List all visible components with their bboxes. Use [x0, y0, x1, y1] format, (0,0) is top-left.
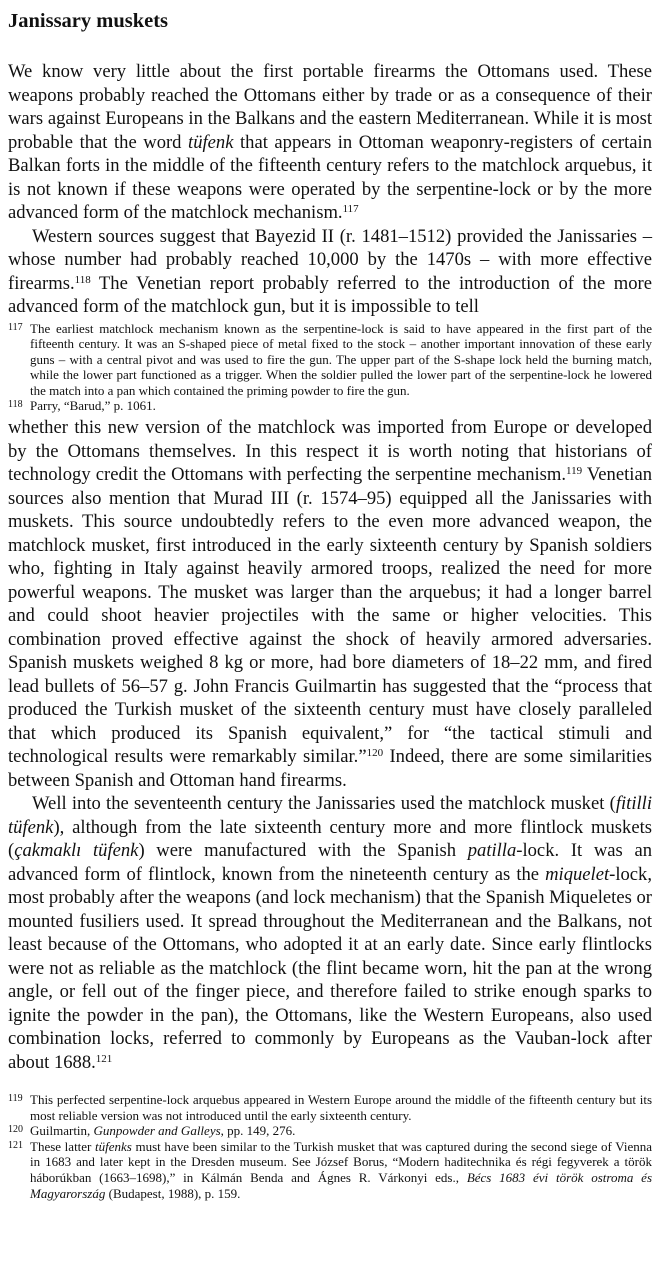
footnotes-bottom — [8, 1092, 652, 1201]
footnote-number: 120 — [8, 1124, 23, 1136]
p2-text-2: The Venetian report probably referred to the introduction of the more advanced form of the matchlock gun, but it is impossible to tell — [8, 272, 652, 317]
footnote-ref-120: 120 — [366, 747, 384, 760]
p4-text-a: Well into the seventeenth century the Janissaries used the matchlock musket ( — [32, 793, 616, 815]
footnote-ref-119: 119 — [566, 465, 583, 478]
footnote-number: 118 — [8, 399, 23, 411]
p4-italic-3: patilla — [467, 840, 517, 862]
p1-text-2: that appears in Ottoman weaponry-registers of certain Balkan forts in the middle of the fifteenth century refers to the matchlock arquebus, it is not known if these weapons were operated by the serpentine-lock or by the more advanced form of the matchlock mechanism. — [8, 131, 652, 223]
fn121-italic-1: tüfenks — [95, 1138, 132, 1154]
fn120-text-a: Guilmartin, — [30, 1123, 94, 1139]
fn121-text-b: must have been similar to the Turkish musket that was captured during the second siege of Vienna in 1683 and later kept in the Dresden museum. See József Borus, “Modern haditechnika és régi fegyverek a török háborúkban (1663–1698),” in Kálmán Benda and Ágnes R. Várkonyi eds., — [30, 1138, 652, 1186]
footnote-ref-117: 117 — [342, 203, 359, 215]
footnote-text: This perfected serpentine-lock arquebus appeared in Western Europe around the middle of the fifteenth century but its most reliable version was not introduced until the early sixteenth century. — [30, 1092, 652, 1123]
fn121-text-c: (Budapest, 1988), p. 159. — [105, 1185, 241, 1201]
footnote-119 — [8, 1092, 652, 1123]
section-title: Janissary muskets — [8, 10, 169, 32]
paragraph-3 — [8, 416, 652, 792]
p4-italic-1: fitilli tüfenk — [8, 793, 652, 838]
fn120-text-b: , pp. 149, 276. — [220, 1123, 296, 1139]
p4-text-c: ) were manufactured with the Spanish — [138, 840, 468, 862]
p4-text-d: -lock. It was an advanced form of flintlock, known from the nineteenth century as the — [8, 840, 653, 885]
p1-text: We know very little about the first portable firearms the Ottomans used. These weapons probably reached the Ottomans either by trade or as a consequence of their wars against Europeans in the Balkans and the eastern Mediterranean. While it is most probable that the word — [8, 61, 652, 153]
footnote-ref-118: 118 — [74, 273, 91, 286]
paragraph-4 — [8, 792, 652, 1074]
footnote-118 — [8, 398, 652, 414]
fn120-italic-title: Gunpowder and Galleys — [93, 1123, 221, 1139]
p4-text-e: -lock, most probably after the weapons (and lock mechanism) that the Spanish Miqueletes or mounted fusiliers used. It spread throughout the Mediterranean and the Balkans, not least because of the Ottomans, who adopted it at an early date. Since early flintlocks were not as reliable as the matchlock (the flint became worn, hit the pan at the wrong angle, or fell out of the finger piece, and therefore failed to strike enough sparks to ignite the powder in the pan), the Ottomans, like the Western Europeans, also used combination locks, referred to commonly by Europeans as the Vauban-lock after about 1688. — [8, 863, 652, 1073]
footnote-121 — [8, 1139, 652, 1201]
footnote-ref-121: 121 — [95, 1052, 113, 1065]
p2-text: Western sources suggest that Bayezid II (r. 1481–1512) provided the Janissaries – whose number had probably reached 10,000 by the 1470s – with more effective firearms. — [8, 225, 652, 294]
p4-italic-4: miquelet — [545, 863, 610, 885]
footnotes-mid — [8, 321, 652, 415]
paragraph-2 — [8, 225, 652, 319]
p1-italic-term: tüfenk — [188, 131, 234, 153]
footnote-117 — [8, 321, 652, 399]
footnote-text — [30, 1139, 652, 1201]
p4-italic-2: çakmaklı tüfenk — [14, 840, 139, 862]
footnote-text: The earliest matchlock mechanism known as the serpentine-lock is said to have appeared in the first part of the fifteenth century. It was an S-shaped piece of metal fixed to the stock – another important innovation of these early guns – with a central pivot and was used to fire the gun. The upper part of the S-shape lock held the burning match, while the lower part functioned as a trigger. When the soldier pulled the lower part of the serpentine-lock he lowered the match into a pan which contained the priming powder to fire the gun. — [30, 320, 652, 398]
footnote-number: 119 — [8, 1093, 23, 1105]
fn121-text-a: These latter — [30, 1138, 96, 1154]
p3-text-3: Indeed, there are some similarities between Spanish and Ottoman hand firearms. — [8, 746, 652, 791]
footnote-text: Parry, “Barud,” p. 1061. — [30, 398, 156, 414]
footnote-number: 117 — [8, 321, 23, 333]
p4-text-b: ), although from the late sixteenth century more and more flintlock muskets ( — [8, 816, 652, 862]
fn121-italic-title: Bécs 1683 évi török ostroma és Magyarország — [30, 1170, 652, 1201]
p3-text: whether this new version of the matchlock was imported from Europe or developed by the Ottomans themselves. In this respect it is worth noting that historians of technology credit the Ottomans with perfecting the serpentine mechanism. — [8, 417, 652, 486]
paragraph-1 — [8, 60, 652, 225]
p3-text-2: Venetian sources also mention that Murad III (r. 1574–95) equipped all the Janissaries with muskets. This source undoubtedly refers to the even more advanced weapon, the matchlock musket, first introduced in the early sixteenth century by Spanish soldiers who, fighting in Italy against heavily armored troops, realized the need for more powerful weapons. The musket was larger than the arquebus; it had a longer barrel and could shoot heavier projectiles with the same or higher velocities. This combination proved effective against the shock of heavily armored adversaries. Spanish muskets weighed 8 kg or more, had bore diameters of 18–22 mm, and fired lead bullets of 56–57 g. John Francis Guilmartin has suggested that the “process that produced the Turkish musket of the sixteenth century must have closely paralleled that which produced its Spanish equivalent,” for “the tactical stimuli and technological results were remarkably similar.” — [8, 464, 652, 768]
footnote-120 — [8, 1123, 652, 1139]
footnote-text — [30, 1123, 652, 1139]
footnote-number: 121 — [8, 1139, 23, 1151]
